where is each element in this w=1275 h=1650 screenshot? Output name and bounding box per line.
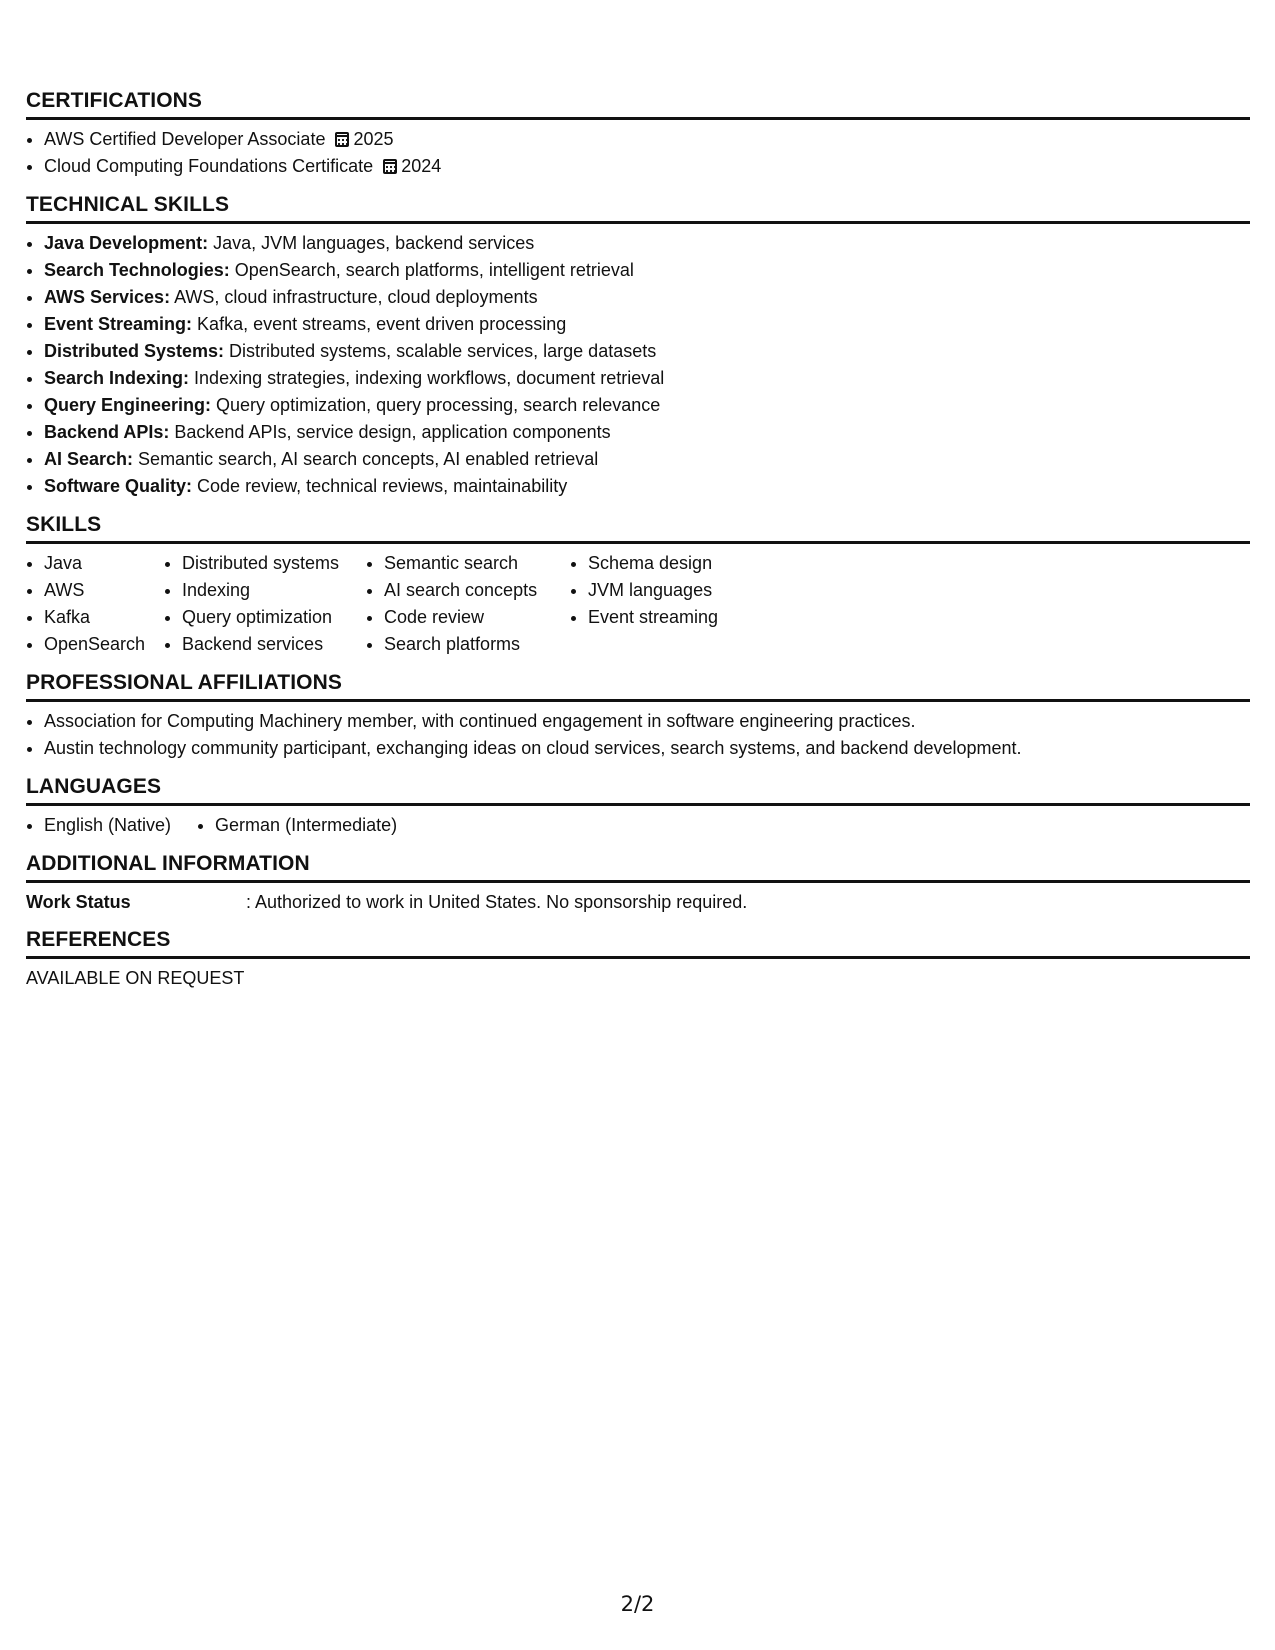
skill-label: Search Indexing: (44, 368, 190, 388)
skills-heading: SKILLS (26, 513, 102, 536)
technical-skill-item (44, 419, 1250, 446)
skill-item: • OpenSearch (44, 631, 164, 658)
skill-text: Backend APIs, service design, application components (169, 422, 611, 442)
technical-skill-item (44, 392, 1250, 419)
skill-item: • Backend services (182, 631, 366, 658)
work-status-value: : Authorized to work in United States. No sponsorship required. (246, 892, 748, 912)
skill-item: • Indexing (182, 577, 366, 604)
affiliations-section (26, 670, 1250, 762)
language-item: • German (Intermediate) (215, 812, 397, 839)
page-number: 2/2 (620, 1592, 655, 1616)
languages-heading: LANGUAGES (26, 775, 162, 798)
affiliation-item: • Association for Computing Machinery member, with continued engagement in software engineering practices. (44, 708, 1250, 735)
work-status-row (26, 889, 1250, 915)
skill-label: Distributed Systems: (44, 341, 225, 361)
skill-item: • Code review (384, 604, 570, 631)
skill-item: • Semantic search (384, 550, 570, 577)
skill-text: Code review, technical reviews, maintainability (192, 476, 568, 496)
skills-column (26, 550, 164, 658)
skill-text: Java, JVM languages, backend services (208, 233, 535, 253)
technical-skill-item (44, 338, 1250, 365)
skill-item: • Event streaming (588, 604, 768, 631)
technical-skill-item (44, 365, 1250, 392)
skill-label: Query Engineering: (44, 395, 212, 415)
section-divider (26, 699, 1250, 702)
technical-skill-item (44, 446, 1250, 473)
skills-grid (26, 550, 1250, 658)
additional-info-heading: ADDITIONAL INFORMATION (26, 852, 310, 875)
skills-section (26, 512, 1250, 658)
language-group (197, 812, 397, 839)
section-divider (26, 956, 1250, 959)
technical-skills-heading: TECHNICAL SKILLS (26, 193, 230, 216)
certification-year: 2024 (401, 156, 442, 176)
section-divider (26, 880, 1250, 883)
skill-item: • Kafka (44, 604, 164, 631)
certification-year: 2025 (353, 129, 394, 149)
skills-column (570, 550, 768, 658)
references-text: AVAILABLE ON REQUEST (26, 968, 245, 988)
section-divider (26, 803, 1250, 806)
calendar-icon (335, 132, 349, 147)
certifications-heading: CERTIFICATIONS (26, 89, 203, 112)
technical-skill-item (44, 284, 1250, 311)
language-item: • English (Native) (44, 812, 171, 839)
skill-label: Java Development: (44, 233, 209, 253)
skill-label: AI Search: (44, 449, 134, 469)
technical-skill-item (44, 473, 1250, 500)
skill-text: Indexing strategies, indexing workflows, document retrieval (189, 368, 665, 388)
skill-text: OpenSearch, search platforms, intelligent retrieval (229, 260, 634, 280)
skill-label: Software Quality: (44, 476, 193, 496)
section-divider (26, 117, 1250, 120)
technical-skill-item (44, 257, 1250, 284)
skill-item: • Distributed systems (182, 550, 366, 577)
skill-text: Distributed systems, scalable services, large datasets (224, 341, 657, 361)
skills-column (164, 550, 366, 658)
resume-page (26, 88, 1250, 991)
certification-item (44, 153, 1250, 180)
languages-section (26, 774, 1250, 839)
technical-skill-item (44, 311, 1250, 338)
skill-item: • Query optimization (182, 604, 366, 631)
section-divider (26, 221, 1250, 224)
work-status-label: Work Status (26, 892, 131, 912)
additional-info-section (26, 851, 1250, 915)
affiliation-item: • Austin technology community participant, exchanging ideas on cloud services, search systems, and backend development. (44, 735, 1250, 762)
language-group (26, 812, 171, 839)
skill-text: Semantic search, AI search concepts, AI enabled retrieval (133, 449, 599, 469)
affiliations-list (26, 708, 1250, 762)
skill-label: Search Technologies: (44, 260, 230, 280)
section-divider (26, 541, 1250, 544)
technical-skills-list (26, 230, 1250, 500)
skill-label: Event Streaming: (44, 314, 193, 334)
references-heading: REFERENCES (26, 928, 171, 951)
skill-item: • AI search concepts (384, 577, 570, 604)
certification-name: Cloud Computing Foundations Certificate (44, 156, 374, 176)
calendar-icon (383, 159, 397, 174)
references-section (26, 927, 1250, 991)
skill-text: Query optimization, query processing, search relevance (211, 395, 661, 415)
skill-label: Backend APIs: (44, 422, 170, 442)
certifications-section (26, 88, 1250, 180)
technical-skill-item (44, 230, 1250, 257)
affiliations-heading: PROFESSIONAL AFFILIATIONS (26, 671, 342, 694)
languages-list (26, 812, 1250, 839)
skill-item: • Schema design (588, 550, 768, 577)
skills-column (366, 550, 570, 658)
skill-item: • Java (44, 550, 164, 577)
certification-name: AWS Certified Developer Associate (44, 129, 326, 149)
skill-item: • JVM languages (588, 577, 768, 604)
certification-item (44, 126, 1250, 153)
skill-text: Kafka, event streams, event driven processing (192, 314, 567, 334)
certifications-list (26, 126, 1250, 180)
skill-item: • AWS (44, 577, 164, 604)
technical-skills-section (26, 192, 1250, 500)
skill-text: AWS, cloud infrastructure, cloud deployments (170, 287, 538, 307)
skill-item: • Search platforms (384, 631, 570, 658)
skill-label: AWS Services: (44, 287, 171, 307)
